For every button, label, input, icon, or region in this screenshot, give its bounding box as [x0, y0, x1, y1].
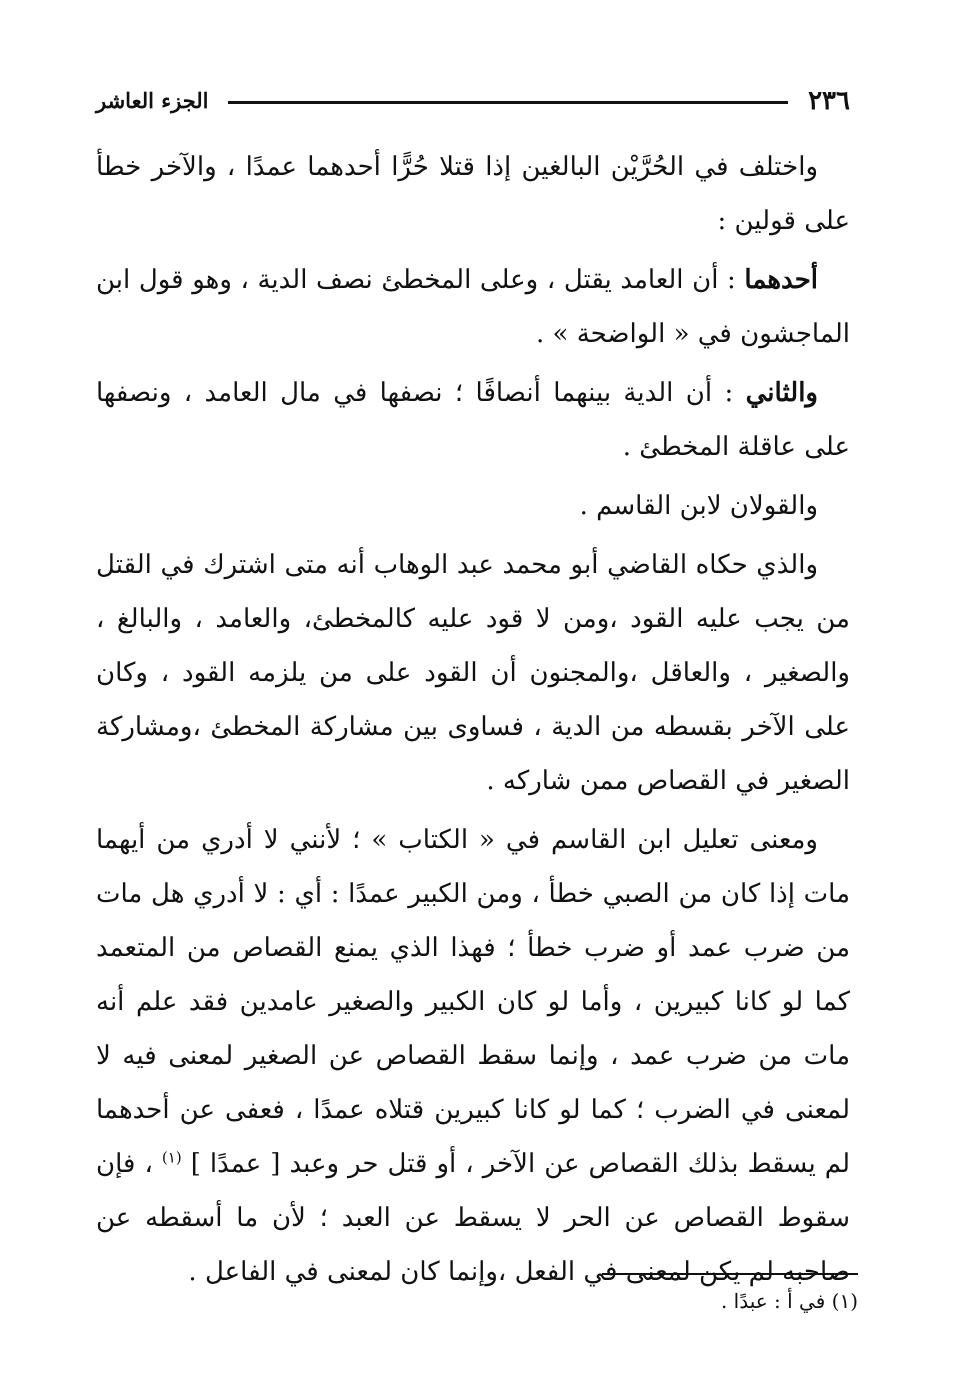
paragraph-4-text: والقولان لابن القاسم . [579, 491, 818, 521]
header-rule [228, 101, 788, 104]
page-number: ٢٣٦ [808, 86, 850, 116]
page-header [96, 84, 850, 118]
paragraph-5-text: والذي حكاه القاضي أبو محمد عبد الوهاب أنه متى اشترك في القتل من يجب عليه القود ،ومن لا قود عليه كالمخطئ، والعامد ، والبالغ ، والصغير ، والعاقل ،والمجنون أن القود على من يلزمه القود ، وكان على الآخر بقسطه من الدية ، فساوى بين مشاركة المخطئ ،ومشاركة الصغير في القصاص ممن شاركه . [96, 550, 850, 796]
paragraph-4 [96, 479, 850, 533]
paragraph-6 [96, 813, 850, 1299]
paragraph-5 [96, 538, 850, 808]
paragraph-3-lead: والثاني [745, 378, 818, 408]
running-title: الجزء العاشر [96, 88, 209, 113]
paragraph-2-lead: أحدهما [744, 265, 818, 295]
footnote-reference[interactable]: (١) [161, 1148, 182, 1167]
paragraph-1-text: واختلف في الحُرَّيْن البالغين إذا قتلا حُرًّا أحدهما عمدًا ، والآخر خطأ على قولين : [96, 152, 850, 236]
paragraph-2-text: : أن العامد يقتل ، وعلى المخطئ نصف الدية ، وهو قول ابن الماجشون في « الواضحة » . [96, 265, 850, 349]
paragraph-2 [96, 253, 850, 361]
body-text [96, 140, 850, 1304]
paragraph-3 [96, 366, 850, 474]
paragraph-6-text: ومعنى تعليل ابن القاسم في « الكتاب » ؛ لأنني لا أدري من أيهما مات إذا كان من الصبي خطأ ، ومن الكبير عمدًا : أي : لا أدري هل مات من ضرب عمد أو ضرب خطأ ؛ فهذا الذي يمنع القصاص من المتعمد كما لو كانا كبيرين ، وأما لو كان الكبير والصغير عامدين فقد علم أنه مات من ضرب عمد ، وإنما سقط القصاص عن الصغير لمعنى فيه لا لمعنى في الضرب ؛ كما لو كانا كبيرين قتلاه عمدًا ، فعفى عن أحدهما لم يسقط بذلك القصاص عن الآخر ، أو قتل حر وعبد [ عمدًا ] [96, 825, 850, 1179]
footnote: (١) في أ : عبدًا . [720, 1289, 858, 1313]
paragraph-3-text: : أن الدية بينهما أنصافًا ؛ نصفها في مال العامد ، ونصفها على عاقلة المخطئ . [96, 378, 850, 462]
footnote-rule [602, 1273, 858, 1275]
paragraph-1 [96, 140, 850, 248]
paragraph-6-text-after: ، فإن سقوط القصاص عن الحر لا يسقط عن العبد ؛ لأن ما أسقطه عن صاحبه لم يكن لمعنى في الفعل ،وإنما كان لمعنى في الفاعل . [96, 1149, 850, 1287]
